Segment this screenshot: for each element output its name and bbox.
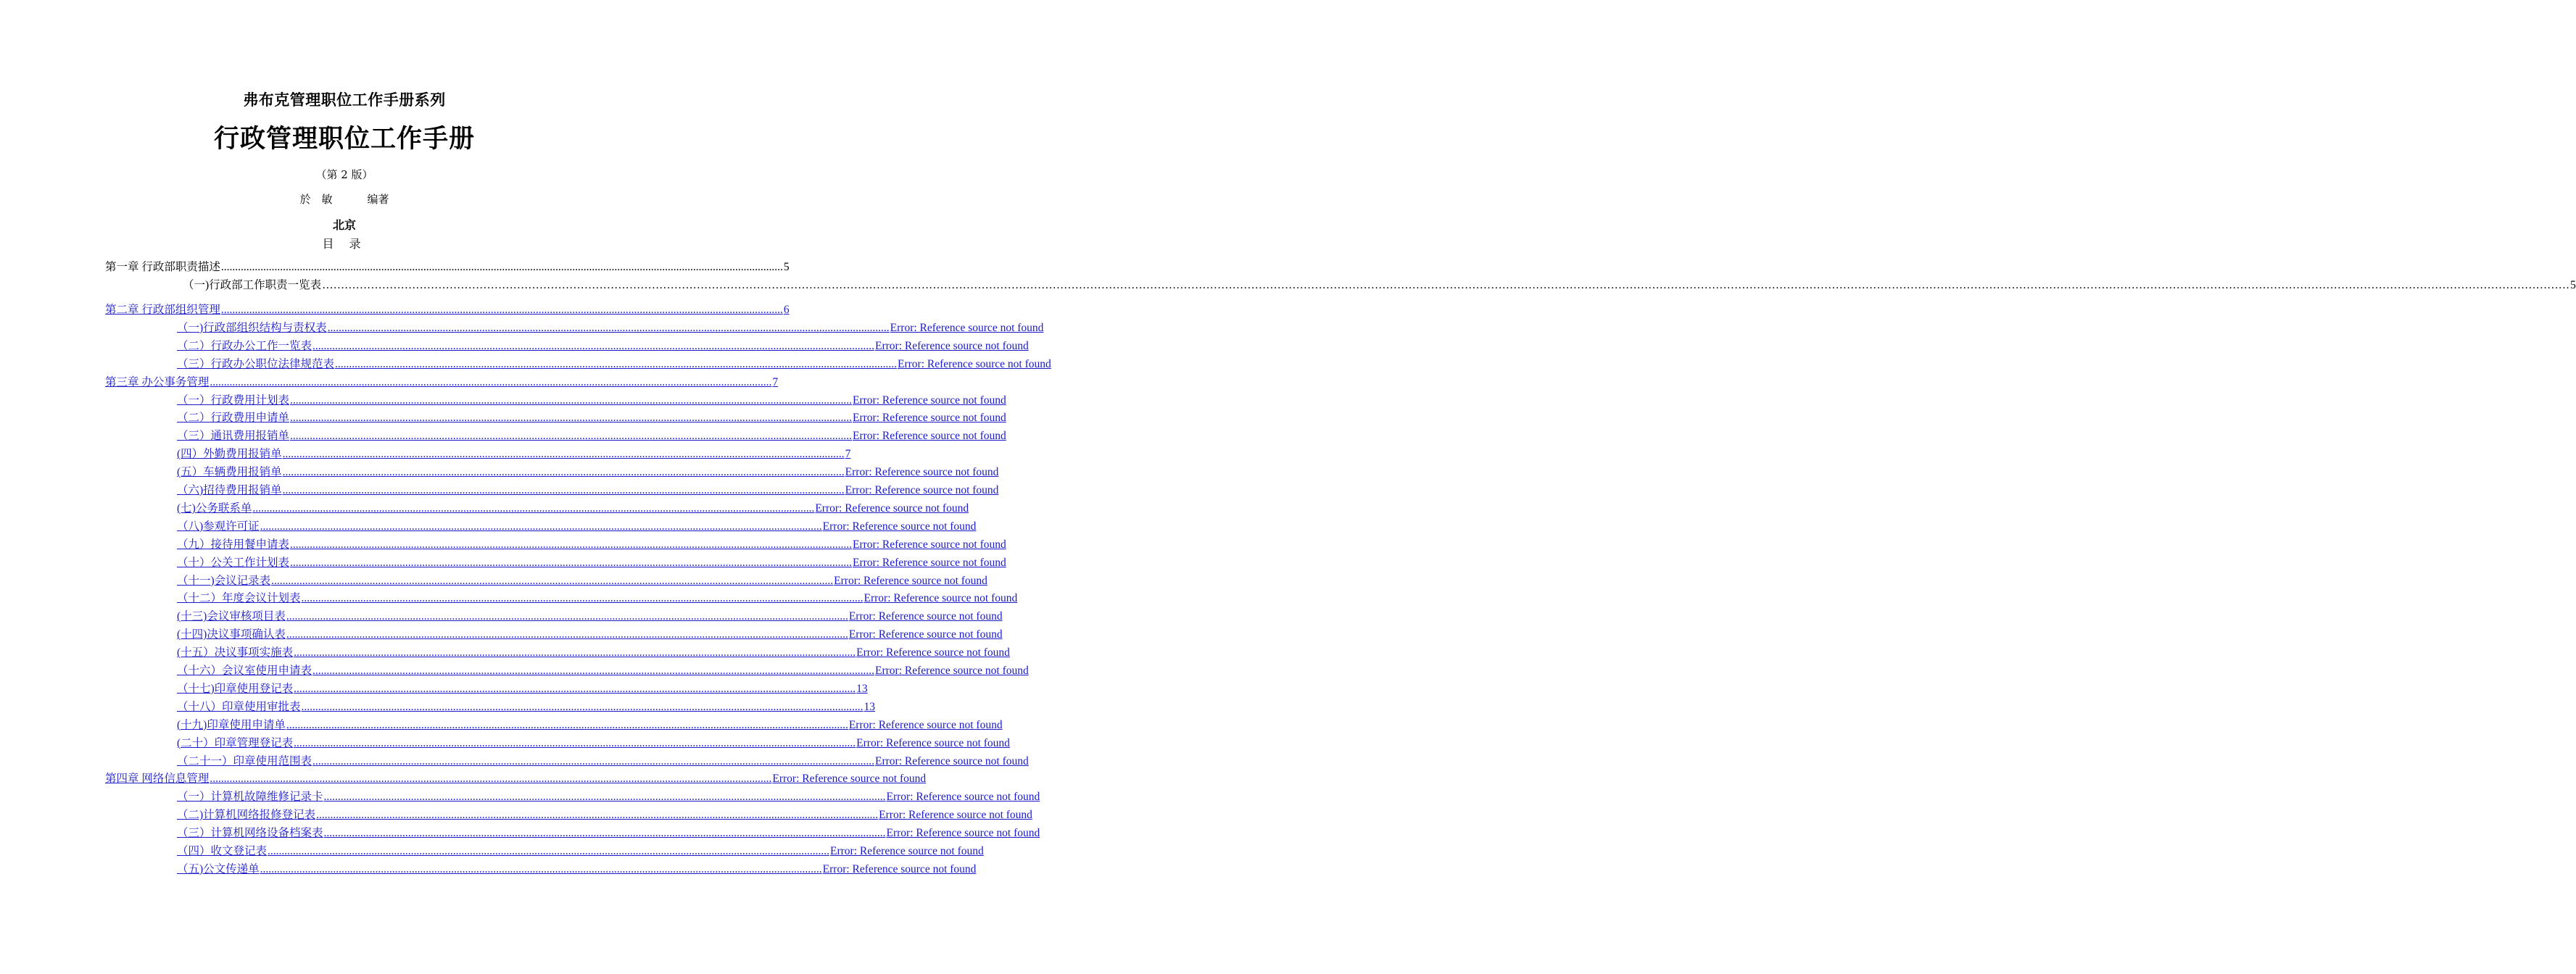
toc-entry-label: （二十一）印章使用范围表 bbox=[177, 754, 312, 767]
toc-entry[interactable] bbox=[177, 427, 1006, 443]
toc-entry-label: （二）行政费用申请单 bbox=[177, 412, 290, 425]
toc-entry-page: 7 bbox=[772, 375, 779, 388]
publisher-city: 北京 bbox=[332, 218, 356, 232]
toc-entry[interactable] bbox=[177, 463, 999, 479]
toc-entry-page: 13 bbox=[856, 682, 868, 695]
toc-entry-page: Error: Reference source not found bbox=[845, 484, 999, 496]
toc-entry-page: 5 bbox=[2570, 279, 2576, 291]
toc-leader-dots: ........................................................................................................................................................................................................ bbox=[290, 412, 853, 425]
toc-entry[interactable] bbox=[177, 517, 977, 533]
toc-leader-dots: ........................................................................................................................................................................................................ bbox=[220, 261, 783, 273]
toc-entry-label: （九）接待用餐申请表 bbox=[177, 538, 290, 551]
toc-leader-dots: ........................................................................................................................................................................................................ bbox=[323, 791, 886, 804]
toc-entry[interactable] bbox=[177, 536, 1006, 551]
toc-entry[interactable] bbox=[177, 337, 1029, 353]
toc-entry-page: Error: Reference source not found bbox=[875, 754, 1029, 767]
toc-entry-page: 5 bbox=[783, 261, 790, 273]
toc-entry[interactable] bbox=[177, 860, 977, 876]
toc-entry-page: Error: Reference source not found bbox=[853, 394, 1006, 407]
toc-entry-page: Error: Reference source not found bbox=[886, 827, 1040, 840]
toc-entry-page: Error: Reference source not found bbox=[853, 556, 1006, 569]
toc-entry-page: Error: Reference source not found bbox=[853, 430, 1006, 443]
toc-entry-label: （二）行政办公工作一览表 bbox=[177, 339, 312, 352]
toc-entry-label: （一)行政部工作职责一览表 bbox=[183, 279, 322, 291]
toc-entry[interactable] bbox=[177, 481, 999, 497]
toc-leader-dots: ........................................................................................................................................................................................................ bbox=[286, 628, 848, 641]
toc-leader-dots: ........................................................................................................................................................................................................ bbox=[294, 736, 856, 749]
toc-entry-label: 第一章 行政部职责描述 bbox=[105, 261, 220, 273]
toc-entry-label: （六)招待费用报销单 bbox=[177, 484, 282, 496]
toc-entry[interactable] bbox=[105, 301, 790, 317]
toc-leader-dots: ........................................................................................................................................................................................................ bbox=[316, 809, 879, 822]
toc-entry-page: Error: Reference source not found bbox=[875, 665, 1029, 677]
toc-leader-dots: ........................................................................................................................................................................................................ bbox=[260, 520, 822, 533]
toc-entry[interactable] bbox=[177, 319, 1044, 335]
toc-entry bbox=[105, 258, 790, 274]
toc-heading: 目 录 bbox=[322, 237, 367, 251]
toc-entry-page: 6 bbox=[783, 304, 790, 316]
toc-entry-label: （一）行政费用计划表 bbox=[177, 394, 290, 407]
toc-leader-dots: ........................................................................................................................................................................................................ bbox=[290, 556, 853, 569]
toc-entry-label: （八)参观许可证 bbox=[177, 520, 260, 533]
author-line bbox=[0, 191, 689, 207]
toc-entry-label: 第三章 办公事务管理 bbox=[105, 375, 210, 388]
toc-entry-label: (二十）印章管理登记表 bbox=[177, 736, 294, 749]
toc-entry-label: （二)计算机网络报修登记表 bbox=[177, 809, 316, 822]
toc-entry-page: Error: Reference source not found bbox=[772, 773, 927, 786]
toc-leader-dots: ........................................................................................................................................................................................................ bbox=[294, 646, 856, 659]
edition-label: （第 2 版） bbox=[315, 168, 373, 181]
toc-leader-dots: ........................................................................................................................................................................................................ bbox=[282, 484, 845, 496]
toc-entry[interactable] bbox=[177, 572, 987, 588]
toc-entry[interactable] bbox=[177, 734, 1010, 750]
toc-entry-label: （三）行政办公职位法律规范表 bbox=[177, 357, 335, 370]
toc-entry-page: 7 bbox=[845, 448, 851, 461]
toc-entry[interactable] bbox=[177, 644, 1010, 659]
toc-entry-label: （三）通讯费用报销单 bbox=[177, 430, 290, 443]
toc-leader-dots: ........................................................................................................................................................................................................ bbox=[301, 700, 864, 713]
toc-leader-dots: ........................................................................................................................................................................................................ bbox=[210, 375, 772, 388]
toc-leader-dots: ........................................................................................................................................................................................................ bbox=[290, 394, 853, 407]
toc-entry-page: Error: Reference source not found bbox=[875, 339, 1029, 352]
toc-entry[interactable] bbox=[177, 680, 868, 696]
author-name: 於 敏 bbox=[299, 193, 333, 206]
toc-entry-page: Error: Reference source not found bbox=[845, 466, 999, 479]
toc-entry-label: (十三)会议审核项目表 bbox=[177, 610, 286, 623]
toc-leader-dots: ........................................................................................................................................................................................................ bbox=[271, 574, 834, 587]
toc-entry[interactable] bbox=[177, 355, 1051, 371]
toc-entry-label: （四）收文登记表 bbox=[177, 845, 268, 857]
toc-leader-dots: ........................................................................................................................................................................................................ bbox=[260, 862, 822, 875]
toc-entry[interactable] bbox=[177, 842, 984, 858]
toc-entry-page: Error: Reference source not found bbox=[879, 809, 1032, 822]
toc-entry-label: （三）计算机网络设备档案表 bbox=[177, 827, 323, 840]
toc-leader-dots: ........................................................................................................................................................................................................ bbox=[286, 610, 848, 623]
toc-entry-label: (五）车辆费用报销单 bbox=[177, 466, 282, 479]
toc-leader-dots: ........................................................................................................................................................................................................ bbox=[252, 501, 815, 515]
toc-leader-dots: ........................................................................................................................................................................................................ bbox=[282, 466, 845, 479]
toc-leader-dots: ........................................................................................................................................................................................................ bbox=[327, 321, 890, 334]
author-role: 编著 bbox=[367, 193, 389, 206]
toc-entry-page: Error: Reference source not found bbox=[890, 321, 1044, 334]
toc-leader-dots: ........................................................................................................................................................................................................ bbox=[210, 773, 772, 786]
toc-entry-label: （十六）会议室使用申请表 bbox=[177, 665, 312, 677]
toc-entry[interactable] bbox=[177, 752, 1029, 768]
toc-entry-page: Error: Reference source not found bbox=[856, 646, 1010, 659]
toc-leader-dots: ........................................................................................................................................................................................................ bbox=[301, 592, 864, 605]
toc-entry-label: （五)公文传递单 bbox=[177, 862, 260, 875]
book-title: 行政管理职位工作手册 bbox=[213, 124, 475, 154]
toc-entry[interactable] bbox=[177, 806, 1032, 822]
toc-leader-dots: ........................................................................................................................................................................................................ bbox=[286, 718, 848, 731]
toc-entry[interactable] bbox=[177, 589, 1018, 605]
toc-entry-page: Error: Reference source not found bbox=[848, 628, 1003, 641]
toc-entry[interactable] bbox=[177, 445, 851, 461]
series-title: 弗布克管理职位工作手册系列 bbox=[243, 91, 446, 109]
toc-leader-dots: ........................................................................................................................................................................................................ bbox=[312, 754, 875, 767]
toc-entry[interactable] bbox=[177, 824, 1040, 840]
toc-entry-label: (十四)决议事项确认表 bbox=[177, 628, 286, 641]
toc-entry-page: Error: Reference source not found bbox=[822, 520, 977, 533]
toc-entry-page: Error: Reference source not found bbox=[815, 501, 969, 515]
toc-entry-label: (十九)印章使用申请单 bbox=[177, 718, 286, 731]
toc-entry[interactable] bbox=[177, 409, 1006, 425]
toc-entry[interactable] bbox=[105, 373, 779, 389]
toc-entry-page: Error: Reference source not found bbox=[853, 538, 1006, 551]
toc-entry-page: Error: Reference source not found bbox=[864, 592, 1018, 605]
toc-entry[interactable] bbox=[177, 625, 1003, 641]
toc-entry bbox=[183, 276, 2576, 292]
toc-entry-page: Error: Reference source not found bbox=[822, 862, 977, 875]
toc-entry-label: （一）计算机故障维修记录卡 bbox=[177, 791, 323, 804]
toc-entry-page: Error: Reference source not found bbox=[853, 412, 1006, 425]
toc-leader-dots: ........................................................................................................................................................................................................ bbox=[323, 827, 886, 840]
toc-leader-dots: ........................................................................................................................................................................................................ bbox=[268, 845, 830, 857]
toc-entry-label: （十一)会议记录表 bbox=[177, 574, 271, 587]
toc-entry[interactable] bbox=[177, 607, 1003, 623]
toc-entry-page: Error: Reference source not found bbox=[886, 791, 1040, 804]
toc-entry[interactable] bbox=[177, 499, 969, 515]
toc-entry[interactable] bbox=[177, 716, 1003, 732]
toc-entry-label: (四）外勤费用报销单 bbox=[177, 448, 282, 461]
toc-entry-page: 13 bbox=[864, 700, 876, 713]
toc-entry-label: （十八）印章使用审批表 bbox=[177, 700, 301, 713]
toc-leader-dots: …………………………………………………………………………………………………………………………………………………………………………………………………………………………………………………………………………………………………………………………………………………………………………………………………………………………………………………………………………………………………………………………………………………… bbox=[322, 279, 2570, 291]
toc-leader-dots: ........................................................................................................................................................................................................ bbox=[282, 448, 845, 461]
toc-entry-label: (十五）决议事项实施表 bbox=[177, 646, 294, 659]
toc-entry[interactable] bbox=[177, 391, 1006, 407]
toc-leader-dots: ........................................................................................................................................................................................................ bbox=[312, 339, 875, 352]
toc-leader-dots: ........................................................................................................................................................................................................ bbox=[312, 665, 875, 677]
toc-entry-label: （一)行政部组织结构与责权表 bbox=[177, 321, 327, 334]
toc-entry-label: (七)公务联系单 bbox=[177, 501, 252, 515]
toc-leader-dots: ........................................................................................................................................................................................................ bbox=[220, 304, 783, 316]
toc-entry-label: 第四章 网络信息管理 bbox=[105, 773, 210, 786]
toc-entry[interactable] bbox=[177, 698, 876, 714]
toc-entry-page: Error: Reference source not found bbox=[848, 610, 1003, 623]
toc-leader-dots: ........................................................................................................................................................................................................ bbox=[294, 682, 856, 695]
toc-entry-label: 第二章 行政部组织管理 bbox=[105, 304, 220, 316]
toc-entry[interactable] bbox=[177, 788, 1040, 804]
toc-leader-dots: ........................................................................................................................................................................................................ bbox=[290, 538, 853, 551]
toc-entry-label: （十七)印章使用登记表 bbox=[177, 682, 294, 695]
toc-leader-dots: ........................................................................................................................................................................................................ bbox=[335, 357, 898, 370]
toc-entry-page: Error: Reference source not found bbox=[830, 845, 984, 857]
toc-entry[interactable] bbox=[177, 662, 1029, 678]
toc-entry[interactable] bbox=[105, 770, 927, 786]
toc-entry-page: Error: Reference source not found bbox=[834, 574, 987, 587]
toc-entry-page: Error: Reference source not found bbox=[856, 736, 1010, 749]
toc-leader-dots: ........................................................................................................................................................................................................ bbox=[290, 430, 853, 443]
toc-entry-page: Error: Reference source not found bbox=[898, 357, 1051, 370]
toc-entry-page: Error: Reference source not found bbox=[848, 718, 1003, 731]
toc-entry-label: （十）公关工作计划表 bbox=[177, 556, 290, 569]
toc-entry-label: （十二）年度会议计划表 bbox=[177, 592, 301, 605]
toc-entry[interactable] bbox=[177, 554, 1006, 570]
